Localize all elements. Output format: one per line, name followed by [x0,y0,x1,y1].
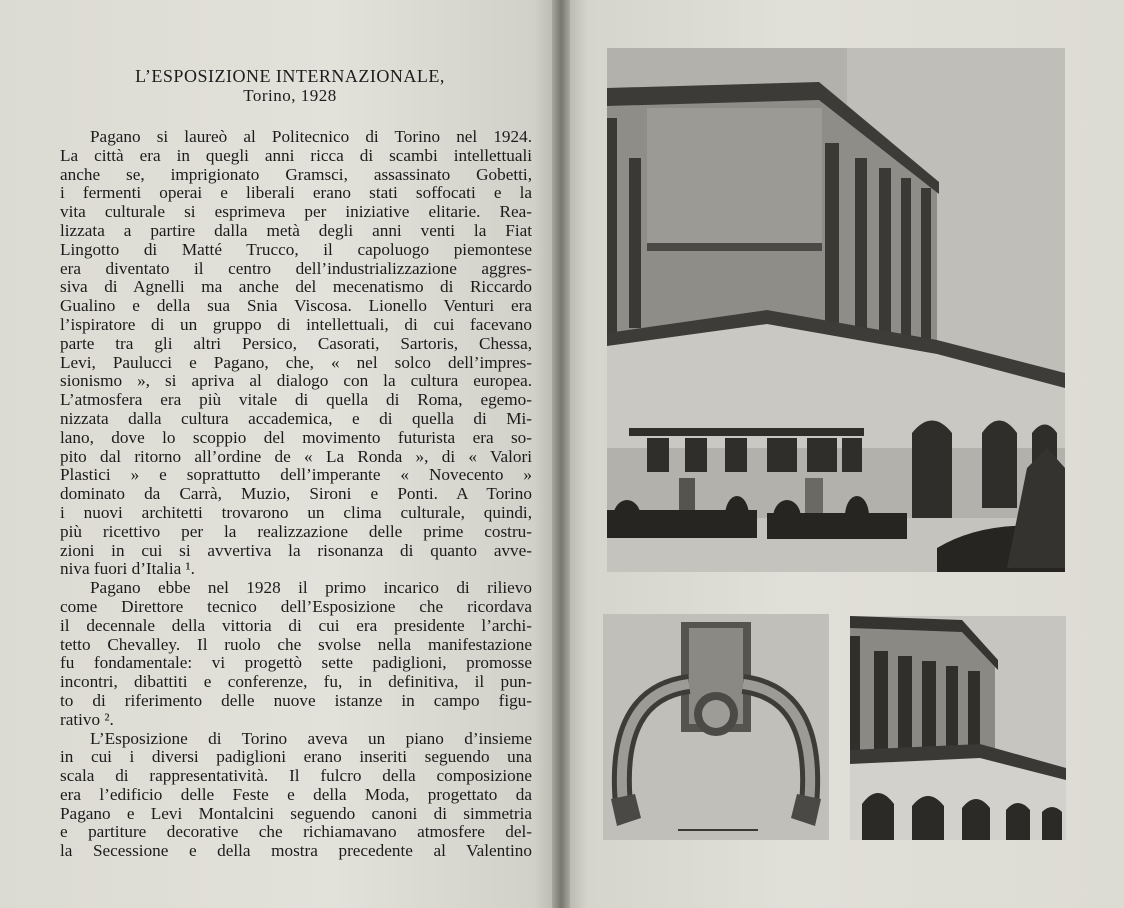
text-line: vita culturale si esprimeva per iniziative elitarie. Rea- [60,203,532,222]
text-line: niva fuori d’Italia ¹. [60,560,195,579]
text-line: L’atmosfera era più vitale di quella di Roma, egemo- [60,391,532,410]
text-line: dominato da Carrà, Muzio, Sironi e Ponti. A Torino [60,485,532,504]
text-line: to di riferimento delle nuove istanze in campo figu- [60,691,532,710]
text-line: i nuovi architetti trovarono un clima culturale, quindi, [60,503,532,522]
text-line: Pagano e Levi Montalcini seguendo canoni di simmetria [60,804,532,823]
text-line: l’ispiratore di un gruppo di intellettuali, di cui facevano [60,315,532,334]
text-line: Lingotto di Matté Trucco, il capoluogo piemontese [60,240,532,259]
text-line: Levi, Paulucci e Pagano, che, « nel solco dell’impres- [60,353,532,372]
text-line: anche se, imprigionato Gramsci, assassinato Gobetti, [60,165,532,184]
text-line: i fermenti operai e liberali erano stati soffocati e la [60,184,532,203]
text-line: La città era in quegli anni ricca di scambi intellettuali [60,146,532,165]
text-line: zioni in cui si avvertiva la risonanza di quanto avve- [60,541,532,560]
book-gutter [552,0,570,908]
text-line: nizzata dalla cultura accademica, e di quella di Mi- [60,409,532,428]
text-line: più ricettivo per la realizzazione delle prime costru- [60,522,532,541]
body-text [60,128,532,861]
text-line: parte tra gli altri Persico, Casorati, Sartoris, Chessa, [60,334,532,353]
text-line: Plastici » e soprattutto dell’imperante « Novecento » [60,466,532,485]
text-line: come Direttore tecnico dell’Esposizione che ricordava [60,597,532,616]
building-photo [607,48,1065,572]
text-line: Pagano ebbe nel 1928 il primo incarico di rilievo [90,579,532,598]
text-line: rativo ². [60,710,114,729]
text-line: e partiture decorative che richiamavano atmosfere del- [60,823,532,842]
text-line: in cui i diversi padiglioni erano inseriti seguendo una [60,748,532,767]
text-line: incontri, dibattiti e conferenze, fu, in definitiva, il pun- [60,673,532,692]
site-plan-drawing [603,614,829,840]
text-line: scala di rappresentatività. Il fulcro della composizione [60,767,532,786]
text-line: Pagano si laureò al Politecnico di Torino nel 1924. [90,128,532,146]
text-line: siva di Agnelli ma anche del mecenatismo di Riccardo [60,278,532,297]
text-line: il decennale della vittoria di cui era presidente l’archi- [60,616,532,635]
chapter-heading [60,66,520,106]
text-line: fu fondamentale: vi progettò sette padiglioni, promosse [60,654,532,673]
text-line: tetto Chevalley. Il ruolo che svolse nella manifestazione [60,635,532,654]
text-line: pito dal ritorno all’ordine de « La Ronda », di « Valori [60,447,532,466]
text-line: sionismo », si apriva al dialogo con la cultura europea. [60,372,532,391]
building-detail-photo [850,616,1066,840]
text-line: lano, dove lo scoppio del movimento futurista era so- [60,428,532,447]
text-line: era l’edificio delle Feste e della Moda, progettato da [60,785,532,804]
text-line: la Secessione e della mostra precedente al Valentino [60,842,532,861]
text-line: lizzata a partire dalla metà degli anni venti la Fiat [60,221,532,240]
heading-title: L’ESPOSIZIONE INTERNAZIONALE, [135,66,445,86]
text-line: era diventato il centro dell’industrializzazione aggres- [60,259,532,278]
text-line: L’Esposizione di Torino aveva un piano d’insieme [90,729,532,748]
text-line: Gualino e della sua Snia Viscosa. Lionello Venturi era [60,297,532,316]
heading-subtitle: Torino, 1928 [243,86,337,105]
